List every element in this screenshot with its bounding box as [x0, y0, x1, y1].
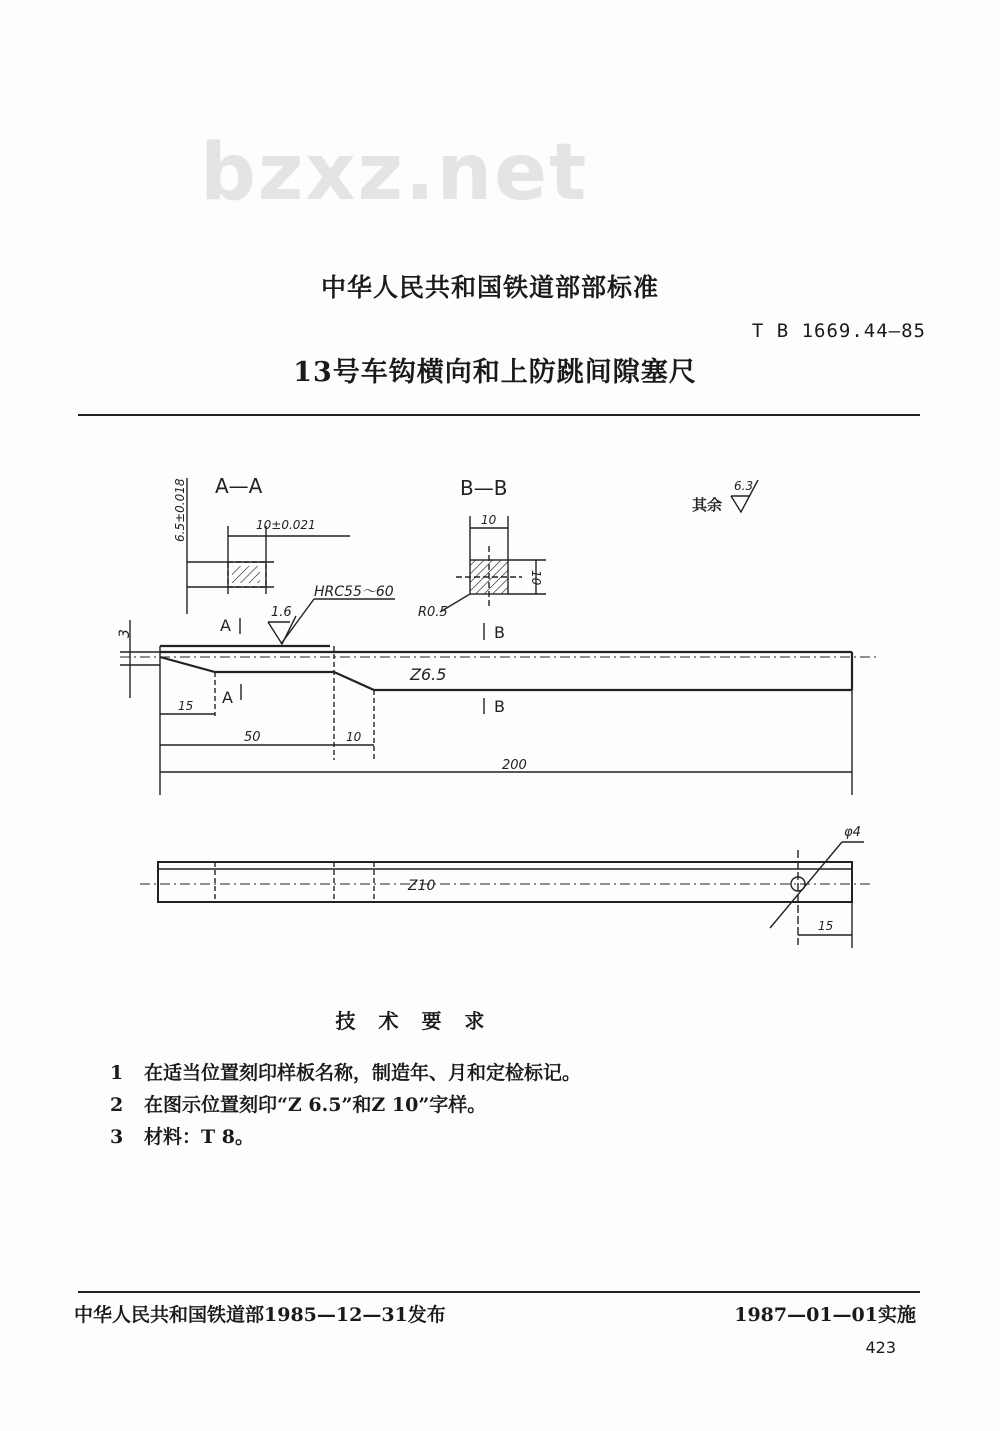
mark-z65: Z6.5 [410, 665, 447, 684]
effective-date: 1987—01—01实施 [734, 1304, 916, 1326]
dim-15: 15 [178, 699, 194, 713]
footer-rule [78, 1291, 920, 1293]
hole-diameter: φ4 [844, 825, 861, 840]
issuer-title: 中华人民共和国铁道部部标准 [320, 273, 659, 302]
requirements-heading: 技 术 要 求 [335, 1009, 485, 1033]
section-a-width-dim: 10±0.021 [256, 518, 316, 532]
section-b-label: B—B [460, 476, 508, 500]
section-b-width-dim: 10 [481, 513, 497, 527]
issue-date: 中华人民共和国铁道部1985—12—31发布 [74, 1304, 446, 1326]
plan-view [140, 825, 872, 948]
watermark: bzxz.net [200, 128, 589, 218]
section-b-radius: R0.5 [418, 605, 448, 620]
requirement-item [110, 1122, 254, 1149]
requirement-number: 3 [110, 1126, 124, 1148]
cut-a-top: A [220, 616, 231, 635]
cut-b-bottom: B [494, 697, 505, 716]
surface-rest-label: 其余 [692, 496, 723, 514]
requirement-text: 在适当位置刻印样板名称，制造年、月和定检标记。 [144, 1062, 582, 1084]
dim-200: 200 [502, 758, 527, 773]
requirement-item [110, 1058, 581, 1085]
requirement-number: 1 [110, 1062, 124, 1084]
cut-b-top: B [494, 623, 505, 642]
hardness-callout [268, 584, 395, 644]
requirement-number: 2 [110, 1094, 124, 1116]
requirement-text: 在图示位置刻印“Z 6.5”和Z 10”字样。 [144, 1094, 487, 1116]
hardness-label: HRC55～60 [314, 584, 394, 600]
hole-offset: 15 [818, 919, 834, 933]
section-b-height-dim: 10 [529, 570, 543, 586]
dim-50: 50 [244, 730, 261, 745]
standard-number: T B 1669.44—85 [751, 320, 926, 342]
surface-finish-symbol [692, 479, 758, 514]
surface-rest-value: 6.3 [734, 479, 754, 493]
section-a-label: A—A [215, 474, 263, 498]
requirement-text: 材料：T 8。 [144, 1126, 254, 1148]
dim-left-height: 3 [117, 629, 133, 638]
mark-z10: Z10 [408, 878, 436, 894]
document-title: 13号车钩横向和上防跳间隙塞尺 [293, 357, 697, 388]
cut-a-bottom: A [222, 688, 233, 707]
section-b-b [418, 476, 546, 620]
section-a-height-dim: 6.5±0.018 [173, 478, 187, 542]
page-number: 423 [865, 1338, 896, 1357]
front-view [117, 616, 880, 795]
dim-10: 10 [346, 730, 362, 744]
requirement-item [110, 1090, 486, 1117]
roughness-face-value: 1.6 [271, 605, 292, 620]
